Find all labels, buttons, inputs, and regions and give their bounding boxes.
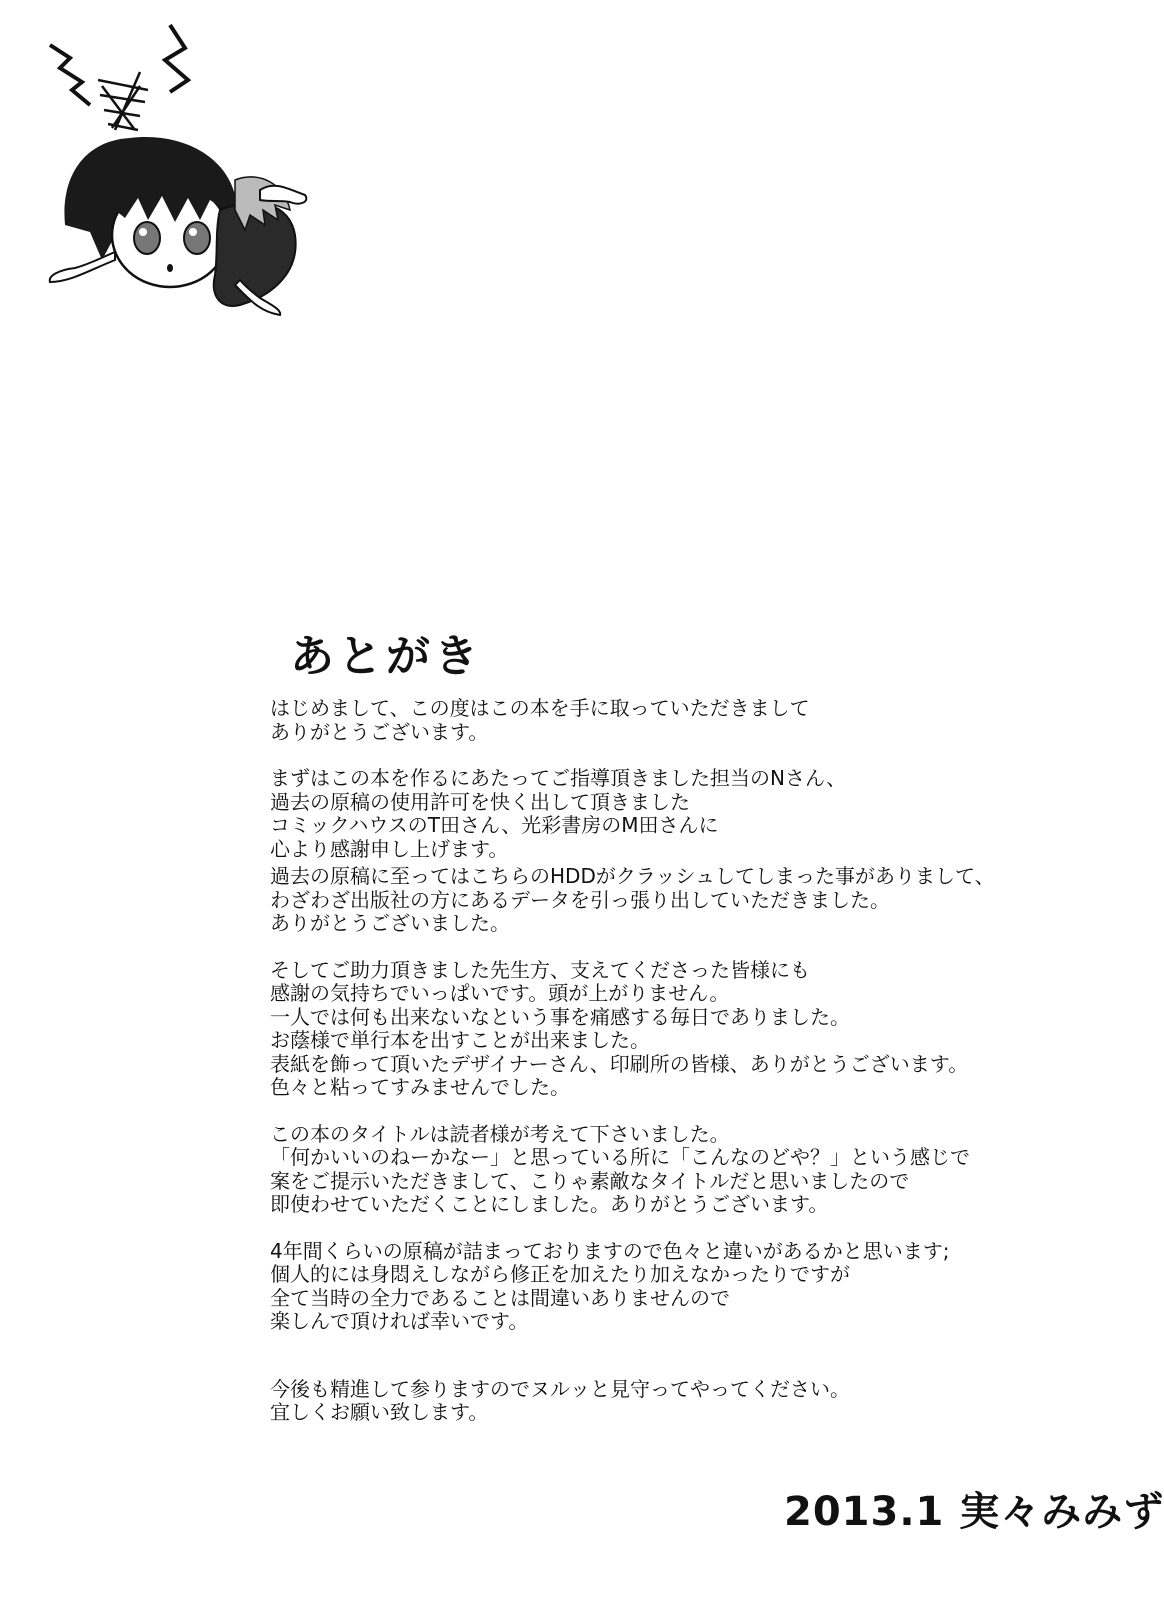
- text-line: 楽しんで頂ければ幸いです。: [270, 1309, 529, 1333]
- afterword-title: あとがき: [290, 631, 482, 682]
- character-mouth: [167, 264, 173, 272]
- character-legs: [260, 186, 306, 204]
- text-line: まずはこの本を作るにあたってご指導頂きました担当のNさん、: [270, 766, 847, 790]
- text-line: わざわざ出版社の方にあるデータを引っ張り出していただきました。: [270, 887, 890, 912]
- text-line: 即使わせていただくことにしました。ありがとうございます。: [270, 1192, 829, 1216]
- text-line: 「何かいいのねーかなー」と思っている所に「こんなのどや？」という感じで: [270, 1145, 970, 1169]
- text-line: ありがとうございます。: [270, 719, 489, 744]
- text-line: 一人では何も出来ないなという事を痛感する毎日でありました。: [270, 1004, 850, 1029]
- chibi-character-illustration: [20, 20, 320, 320]
- text-line: コミックハウスのT田さん、光彩書房のM田さんに: [270, 813, 719, 837]
- text-line: 感謝の気持ちでいっぱいです。頭が上がりません。: [270, 981, 730, 1005]
- lightning-bolt-right-icon: [165, 25, 188, 92]
- character-right-eye: [184, 222, 210, 254]
- text-line: 表紙を飾って頂いたデザイナーさん、印刷所の皆様、ありがとうございます。: [270, 1051, 969, 1076]
- text-line: 今後も精進して参りますのでヌルッと見守ってやってください。: [270, 1376, 850, 1401]
- text-line: 色々と粘ってすみませんでした。: [270, 1075, 570, 1099]
- text-line: ありがとうございました。: [270, 911, 510, 935]
- text-line: 宜しくお願い致します。: [270, 1400, 489, 1424]
- text-line: 過去の原稿の使用許可を快く出して頂きました: [270, 789, 690, 814]
- afterword-body: [270, 697, 1070, 1425]
- paragraph-greeting: [270, 697, 1070, 744]
- paragraph-book-title: [270, 1123, 1070, 1217]
- paragraph-thanks-editors: [270, 767, 1070, 861]
- text-line: 案をご提示いただきまして、こりゃ素敵なタイトルだと思いましたので: [270, 1168, 910, 1193]
- text-line: 心より感謝申し上げます。: [270, 836, 509, 861]
- character-left-arm: [50, 252, 115, 282]
- lightning-bolt-left-icon: [50, 45, 90, 105]
- paragraph-manuscripts: [270, 1240, 1070, 1334]
- text-line: 全て当時の全力であることは間違いありませんので: [270, 1285, 730, 1310]
- character-left-eye: [134, 222, 160, 254]
- text-line: 個人的には身悶えしながら修正を加えたり加えなかったりですが: [270, 1262, 850, 1286]
- antenna-icon: [98, 72, 148, 130]
- text-line: はじめまして、この度はこの本を手に取っていただきまして: [270, 696, 810, 720]
- text-line: 4年間くらいの原稿が詰まっておりますので色々と違いがあるかと思います;: [270, 1238, 950, 1263]
- paragraph-closing: [270, 1378, 1070, 1425]
- paragraph-hdd-crash: [270, 865, 1070, 936]
- text-line: そしてご助力頂きました先生方、支えてくださった皆様にも: [270, 957, 810, 982]
- text-line: お蔭様で単行本を出すことが出来ました。: [270, 1028, 650, 1052]
- signature-date-author: 2013.1 実々みみず: [784, 1489, 1164, 1535]
- paragraph-thanks-supporters: [270, 959, 1070, 1100]
- text-line: 過去の原稿に至ってはこちらのHDDがクラッシュしてしまった事がありまして、: [270, 864, 995, 888]
- text-line: この本のタイトルは読者様が考えて下さいました。: [270, 1121, 730, 1146]
